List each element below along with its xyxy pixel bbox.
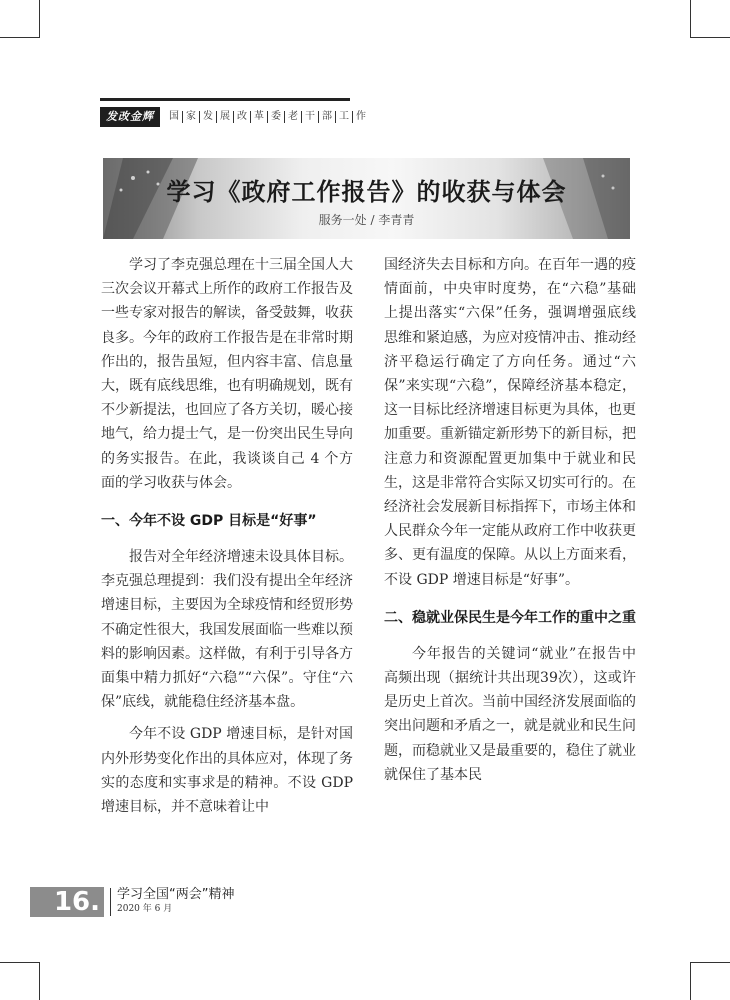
publication-date: 2020 年 6 月 [117, 904, 173, 914]
crop-mark-tr-h [690, 37, 730, 38]
masthead [100, 106, 369, 128]
section-heading: 一、今年不设 GDP 目标是“好事” [101, 513, 317, 530]
page-footer [30, 884, 234, 920]
paragraph: 学习了李克强总理在十三届全国人大三次会议开幕式上所作的政府工作报告及一些专家对报告的解读，备受鼓舞，收获良多。今年的政府工作报告是在非常时期作出的，报告虽短，但内容丰富、信息量大，既有底线思维，也有明确规划，既有不少新提法，也回应了各方关切，暖心接地气，给力提士气，是一份突出民生导向的务实报告。在此，我谈谈自己 4 个方面的学习收获与体会。 [101, 257, 353, 491]
right-column [384, 253, 636, 787]
tagline-char: 展 [217, 111, 234, 123]
title-banner [103, 158, 630, 239]
paragraph: 今年报告的关键词“就业”在报告中高频出现（据统计共出现39次），这或许是历史上首次。当前中国经济发展面临的突出问题和矛盾之一，就是就业和民生问题，而稳就业又是最重要的，稳住了就业就保住了基本民 [384, 645, 636, 783]
footer-text [110, 888, 234, 916]
crop-mark-tl-h [0, 37, 40, 38]
tagline-char: 革 [251, 111, 268, 123]
tagline-char: 作 [356, 111, 366, 122]
masthead-tagline [166, 111, 369, 123]
tagline-char: 改 [234, 111, 251, 123]
masthead-logo: 发改金辉 [100, 107, 160, 127]
crop-mark-bl-v [39, 962, 40, 1000]
left-column [101, 253, 353, 819]
header-rule [100, 98, 350, 101]
crop-mark-br-v [690, 962, 691, 1000]
tagline-char: 干 [302, 111, 319, 123]
paragraph: 国经济失去目标和方向。在百年一遇的疫情面前，中央审时度势，在“六稳”基础上提出落实“六保”任务，强调增强底线思维和紧迫感，为应对疫情冲击、推动经济平稳运行确定了方向任务。通过“六保”来实现“六稳”，保障经济基本稳定，这一目标比经济增速目标更为具体，也更加重要。重新锚定新形势下的新目标，把注意力和资源配置更加集中于就业和民生，这是非常符合实际又切实可行的。在经济社会发展新目标指挥下，市场主体和人民群众今年一定能从政府工作中收获更多、更有温度的保障。从以上方面来看，不设 GDP 增速目标是“好事”。 [384, 257, 636, 588]
crop-mark-br-h [690, 962, 730, 963]
crop-mark-bl-h [0, 962, 40, 963]
paragraph: 报告对全年经济增速未设具体目标。李克强总理提到：我们没有提出全年经济增速目标，主要因为全球疫情和经贸形势不确定性很大，我国发展面临一些难以预料的影响因素。这样做，有利于引导各方面集中精力抓好“六稳”“六保”。守住“六保”底线，就能稳住经济基本盘。 [101, 549, 353, 711]
tagline-char: 家 [183, 111, 200, 123]
tagline-char: 发 [200, 111, 217, 123]
publication-title: 学习全国“两会”精神 [117, 887, 235, 902]
tagline-char: 国 [166, 111, 183, 123]
tagline-char: 老 [285, 111, 302, 123]
section-heading: 二、稳就业保民生是今年工作的重中之重 [384, 609, 636, 626]
crop-mark-tr-v [690, 0, 691, 37]
tagline-char: 委 [268, 111, 285, 123]
paragraph: 今年不设 GDP 增速目标，是针对国内外形势变化作出的具体应对，体现了务实的态度和实事求是的精神。不设 GDP 增速目标，并不意味着让中 [101, 726, 353, 816]
tagline-char: 工 [336, 111, 353, 123]
article-title: 学习《政府工作报告》的收获与体会 [166, 177, 567, 206]
article-byline: 服务一处 / 李青青 [318, 213, 415, 227]
tagline-char: 部 [319, 111, 336, 123]
crop-mark-tl-v [39, 0, 40, 37]
page-number: 16. [30, 887, 104, 917]
